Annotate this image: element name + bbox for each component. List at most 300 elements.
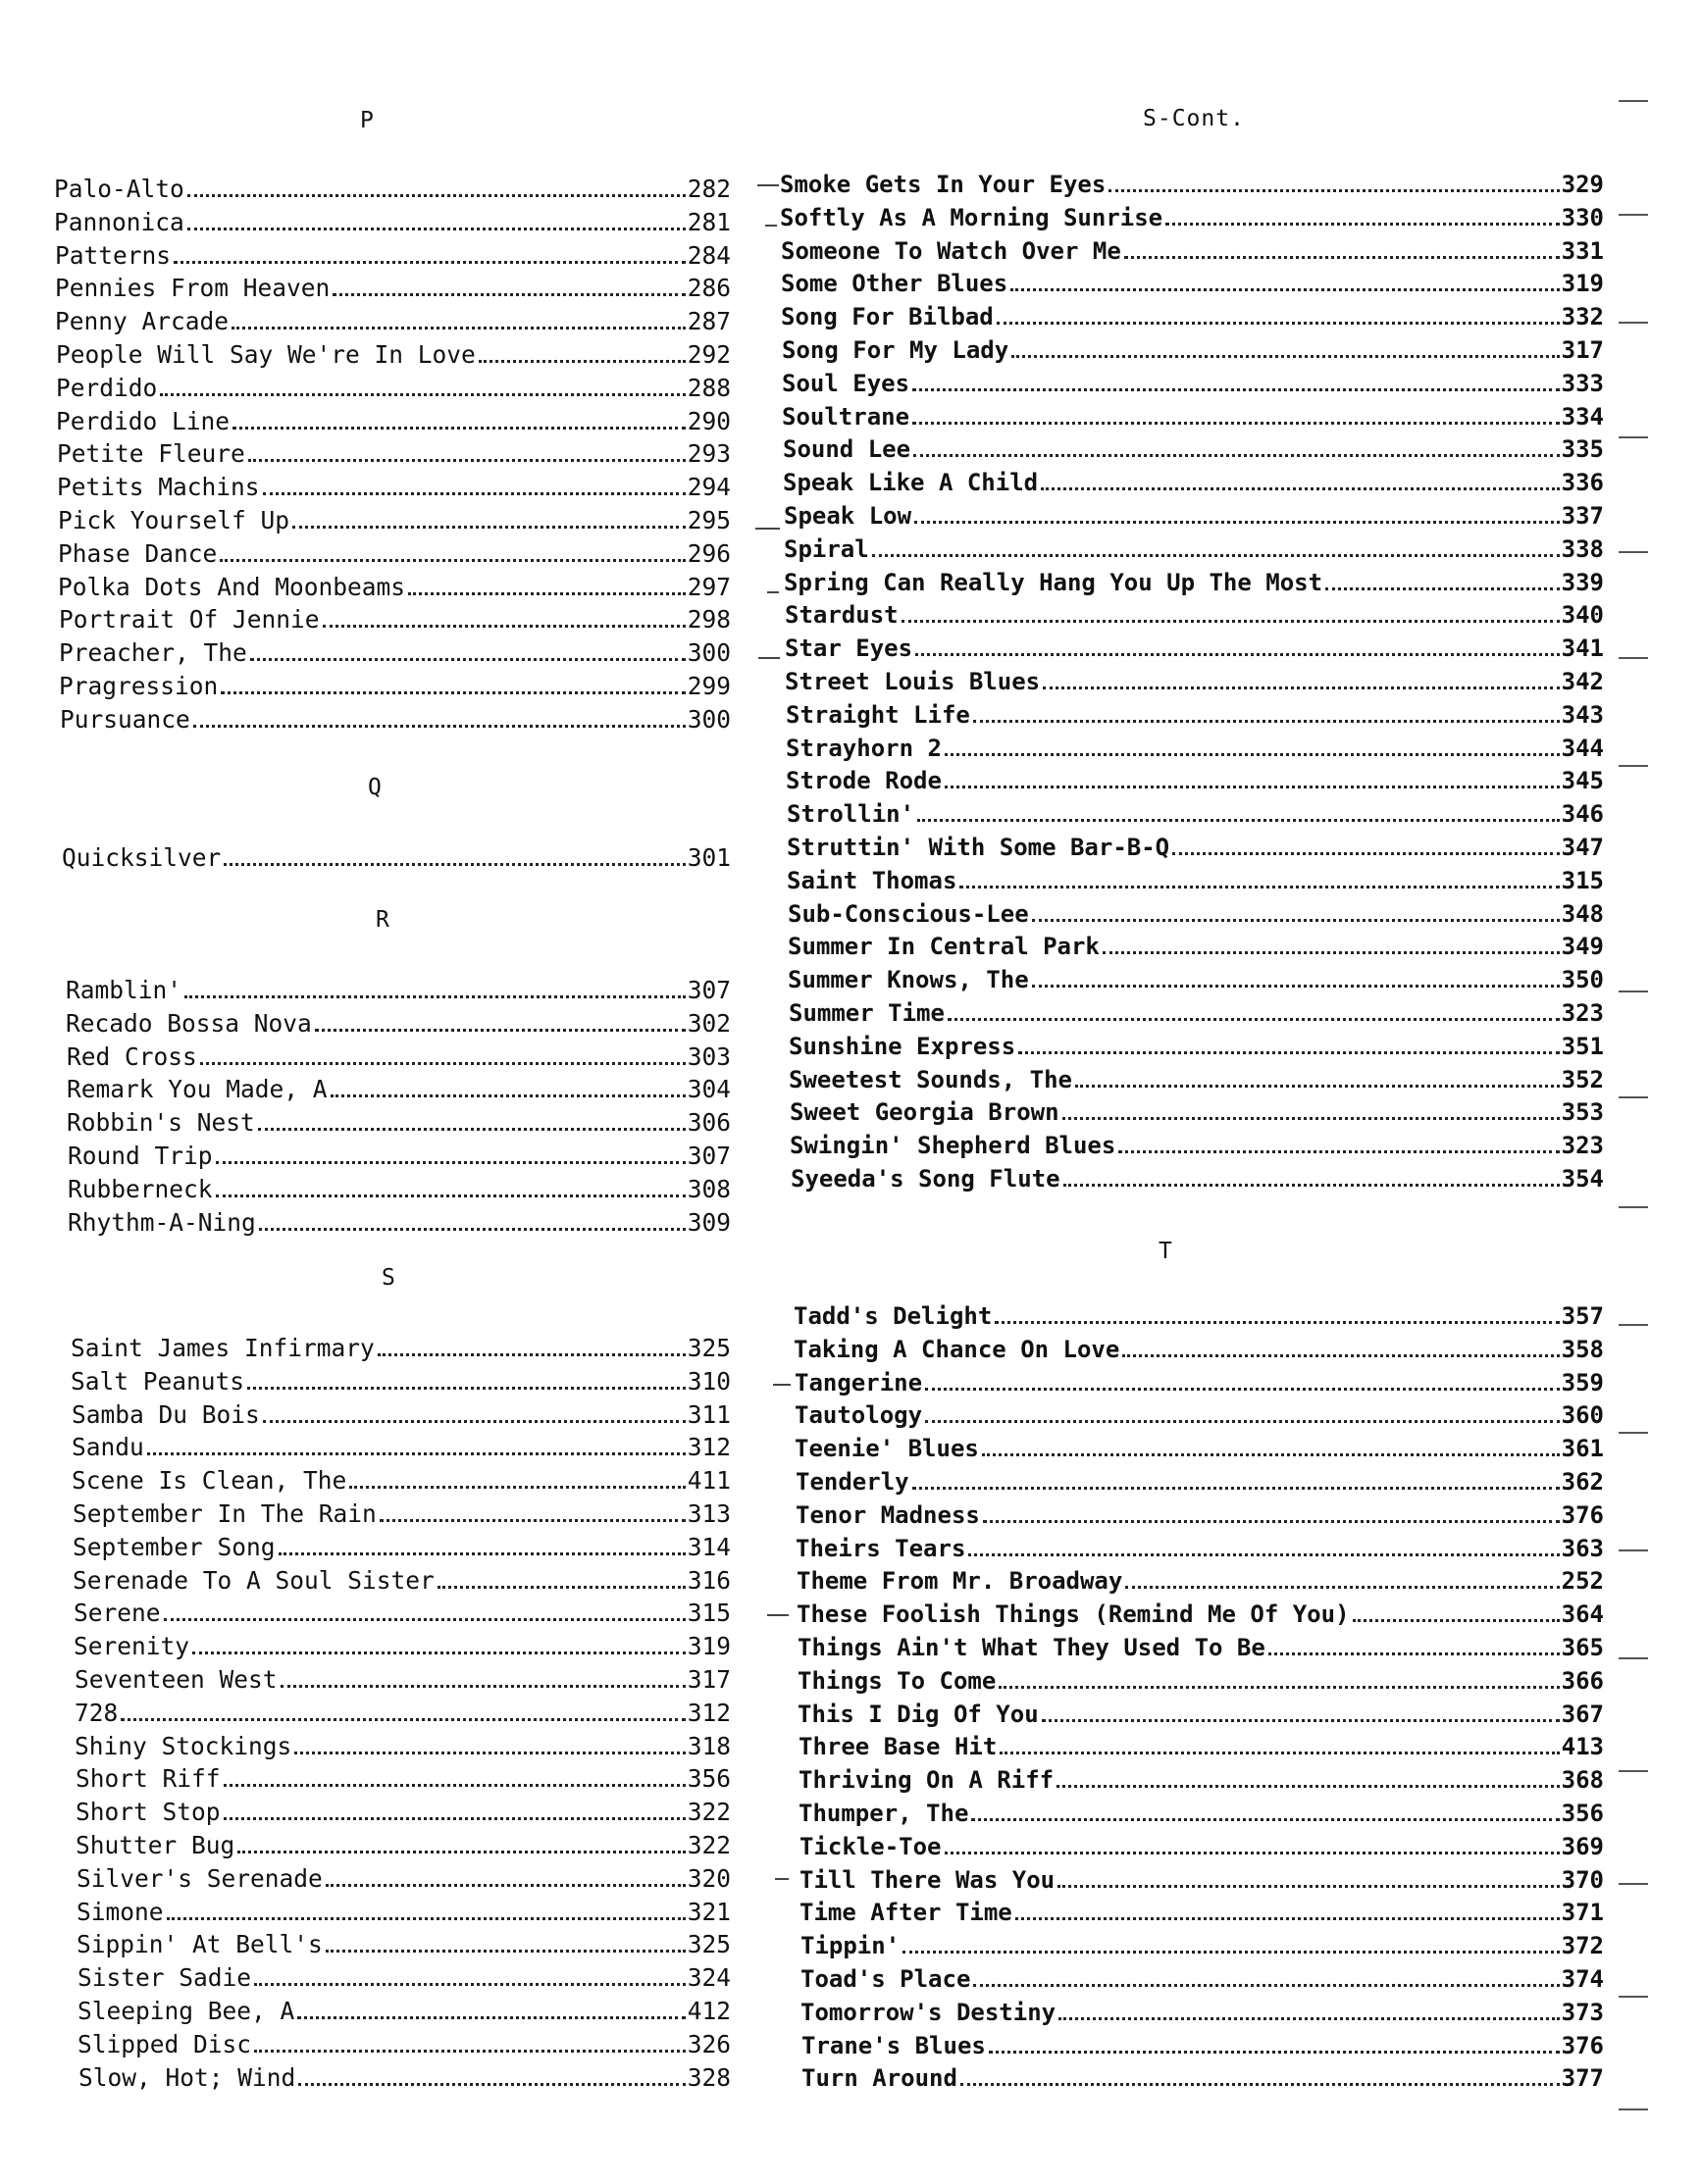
dot-leader — [1103, 951, 1560, 954]
entry-title: Palo-Alto — [54, 175, 184, 203]
entry-title: Quicksilver — [62, 843, 222, 872]
dot-leader — [224, 1784, 686, 1787]
index-entry — [798, 1666, 1604, 1696]
margin-tick-mark — [1619, 1770, 1648, 1772]
entry-page-number: 323 — [1561, 1132, 1604, 1159]
index-entry — [789, 1032, 1604, 1061]
entry-page-number: 297 — [687, 573, 731, 601]
entry-title: This I Dig Of You — [798, 1701, 1039, 1728]
dot-leader — [1122, 1354, 1559, 1357]
entry-title: Street Louis Blues — [785, 668, 1041, 695]
entry-page-number: 360 — [1561, 1401, 1604, 1429]
dot-leader — [263, 492, 686, 495]
entry-page-number: 281 — [687, 208, 731, 236]
dot-leader — [1057, 1785, 1560, 1788]
dot-leader — [349, 1486, 685, 1489]
entry-page-number: 371 — [1561, 1899, 1604, 1926]
margin-tick-mark — [1619, 1657, 1648, 1659]
pencil-mark — [775, 1878, 789, 1880]
entry-page-number: 339 — [1561, 569, 1604, 596]
entry-page-number: 315 — [687, 1599, 731, 1627]
dot-leader — [912, 1487, 1560, 1490]
dot-leader — [1041, 487, 1560, 490]
dot-leader — [1000, 1752, 1559, 1754]
index-entry — [794, 1301, 1604, 1331]
entry-page-number: 284 — [687, 241, 731, 270]
dot-leader — [999, 1686, 1559, 1689]
entry-page-number: 336 — [1561, 469, 1604, 496]
pencil-mark — [773, 1384, 791, 1386]
section-heading: R — [376, 907, 390, 933]
entry-title: Samba Du Bois — [72, 1400, 260, 1429]
entry-title: Struttin' With Some Bar-B-Q — [787, 834, 1170, 861]
index-entry — [76, 1798, 731, 1827]
entry-page-number: 347 — [1561, 834, 1604, 861]
entry-title: September In The Rain — [73, 1499, 377, 1528]
margin-tick-mark — [1619, 990, 1648, 992]
entry-page-number: 287 — [687, 307, 731, 335]
index-entry — [796, 1467, 1604, 1497]
index-entry — [75, 1699, 731, 1728]
pencil-mark — [767, 1614, 789, 1616]
dot-leader — [948, 1018, 1560, 1021]
index-entry — [784, 568, 1604, 597]
entry-title: Theme From Mr. Broadway — [797, 1567, 1123, 1595]
dot-leader — [1043, 686, 1560, 689]
dot-leader — [298, 2083, 685, 2086]
entry-page-number: 307 — [687, 1142, 731, 1170]
entry-title: Rhythm-A-Ning — [68, 1208, 256, 1237]
index-entry — [62, 843, 731, 873]
index-entry — [74, 1599, 731, 1628]
entry-page-number: 318 — [687, 1732, 731, 1760]
pencil-mark — [755, 528, 780, 530]
index-entry — [791, 1164, 1604, 1194]
dot-leader — [224, 1817, 686, 1820]
entry-page-number: 374 — [1561, 1965, 1604, 1993]
entry-page-number: 335 — [1561, 435, 1604, 463]
dot-leader — [216, 1161, 686, 1164]
entry-page-number: 370 — [1561, 1866, 1604, 1894]
index-entry — [795, 1400, 1604, 1430]
margin-tick-mark — [1619, 657, 1648, 659]
dot-leader — [254, 1983, 686, 1986]
entry-title: Patterns — [55, 241, 172, 270]
entry-title: Strayhorn 2 — [786, 735, 942, 762]
index-entry — [787, 833, 1604, 862]
index-entry — [797, 1600, 1604, 1629]
entry-page-number: 334 — [1561, 403, 1604, 431]
entry-title: Thriving On A Riff — [799, 1766, 1055, 1794]
index-entry — [59, 638, 731, 668]
entry-title: Sweetest Sounds, The — [789, 1066, 1072, 1093]
entry-page-number: 302 — [687, 1009, 731, 1038]
margin-tick-mark — [1619, 765, 1648, 767]
entry-title: Things To Come — [798, 1667, 997, 1695]
entry-page-number: 358 — [1561, 1336, 1604, 1363]
entry-title: Rubberneck — [68, 1175, 213, 1203]
entry-page-number: 356 — [687, 1764, 731, 1793]
index-entry — [77, 1930, 731, 1959]
dot-leader — [902, 620, 1560, 623]
dot-leader — [983, 1520, 1560, 1523]
dot-leader — [917, 819, 1560, 822]
entry-title: Pennies From Heaven — [55, 274, 331, 302]
index-entry — [800, 1998, 1604, 2027]
entry-title: Sandu — [72, 1433, 144, 1461]
entry-page-number: 310 — [687, 1367, 731, 1396]
entry-title: Pick Yourself Up — [58, 506, 290, 534]
entry-title: Seventeen West — [75, 1665, 278, 1694]
entry-title: Tenor Madness — [796, 1501, 980, 1529]
dot-leader — [121, 1718, 685, 1721]
index-entry — [783, 468, 1604, 497]
entry-page-number: 333 — [1561, 370, 1604, 397]
index-entry — [790, 1097, 1604, 1127]
index-entry — [58, 506, 731, 535]
entry-title: Strode Rode — [786, 767, 942, 794]
entry-page-number: 331 — [1561, 237, 1604, 265]
index-entry — [786, 700, 1604, 730]
index-entry — [781, 269, 1604, 298]
dot-leader — [1325, 587, 1560, 590]
margin-tick-mark — [1619, 1206, 1648, 1208]
entry-title: Slipped Disc — [77, 2030, 252, 2058]
entry-title: Soul Eyes — [782, 370, 910, 397]
index-entry — [67, 1075, 731, 1104]
entry-title: Serenity — [74, 1632, 190, 1660]
index-entry — [800, 1931, 1604, 1960]
entry-title: Three Base Hit — [799, 1733, 998, 1760]
entry-page-number: 343 — [1561, 701, 1604, 729]
entry-page-number: 300 — [687, 705, 731, 734]
dot-leader — [193, 725, 686, 728]
entry-page-number: 348 — [1561, 900, 1604, 928]
index-entry — [782, 335, 1604, 365]
margin-tick-mark — [1619, 1324, 1648, 1326]
entry-page-number: 344 — [1561, 735, 1604, 762]
index-entry — [799, 1765, 1604, 1795]
dot-leader — [1018, 1051, 1559, 1054]
entry-page-number: 330 — [1561, 204, 1604, 231]
dot-leader — [872, 554, 1560, 557]
index-entry — [788, 932, 1604, 961]
entry-title: Time After Time — [799, 1899, 1012, 1926]
index-entry — [782, 369, 1604, 398]
dot-leader — [1032, 919, 1560, 922]
entry-title: Tangerine — [795, 1369, 923, 1397]
dot-leader — [232, 427, 686, 430]
entry-title: Remark You Made, A — [67, 1075, 328, 1103]
index-entry — [71, 1367, 731, 1397]
entry-page-number: 288 — [687, 374, 731, 402]
entry-page-number: 373 — [1561, 1999, 1604, 2026]
index-entry — [799, 1865, 1604, 1895]
index-entry — [781, 302, 1604, 331]
index-entry — [799, 1898, 1604, 1927]
index-entry — [54, 175, 731, 204]
entry-title: Song For My Lady — [782, 336, 1009, 364]
dot-leader — [915, 653, 1560, 656]
dot-leader — [960, 2083, 1560, 2086]
entry-title: Petits Machins — [57, 473, 260, 501]
dot-leader — [1015, 1917, 1560, 1920]
index-entry — [787, 866, 1604, 895]
index-entry — [72, 1466, 731, 1496]
entry-title: Saint James Infirmary — [71, 1334, 375, 1362]
entry-title: Sleeping Bee, A — [77, 1997, 295, 2025]
margin-tick-mark — [1619, 1549, 1648, 1551]
index-entry — [796, 1534, 1604, 1563]
entry-title: Soultrane — [782, 403, 910, 431]
entry-page-number: 325 — [687, 1334, 731, 1362]
entry-page-number: 377 — [1561, 2064, 1604, 2092]
entry-title: Trane's Blues — [801, 2032, 986, 2059]
dot-leader — [147, 1452, 686, 1455]
entry-title: Theirs Tears — [796, 1535, 966, 1562]
entry-title: Silver's Serenade — [77, 1864, 323, 1893]
dot-leader — [1108, 189, 1559, 192]
index-entry — [59, 672, 731, 701]
index-entry — [780, 170, 1604, 199]
dot-leader — [247, 1387, 686, 1390]
margin-tick-mark — [1619, 551, 1648, 553]
dot-leader — [1075, 1085, 1560, 1088]
entry-title: Speak Like A Child — [783, 469, 1039, 496]
entry-page-number: 312 — [687, 1433, 731, 1461]
index-entry — [787, 799, 1604, 829]
dot-leader — [913, 454, 1560, 457]
dot-leader — [1063, 1184, 1560, 1187]
entry-page-number: 356 — [1561, 1800, 1604, 1827]
entry-title: Petite Fleure — [57, 439, 245, 468]
entry-page-number: 323 — [1561, 999, 1604, 1027]
entry-page-number: 313 — [687, 1499, 731, 1528]
index-entry — [782, 402, 1604, 432]
entry-page-number: 346 — [1561, 800, 1604, 828]
index-entry — [73, 1499, 731, 1529]
index-entry — [789, 998, 1604, 1028]
index-entry — [786, 734, 1604, 763]
entry-title: Tickle-Toe — [799, 1833, 942, 1860]
index-entry — [799, 1799, 1604, 1828]
entry-page-number: 308 — [687, 1175, 731, 1203]
dot-leader — [224, 863, 685, 866]
dot-leader — [281, 1685, 686, 1688]
dot-leader — [167, 1917, 686, 1920]
entry-title: Spiral — [784, 535, 869, 563]
margin-tick-mark — [1619, 436, 1648, 438]
entry-title: Smoke Gets In Your Eyes — [780, 171, 1107, 198]
margin-tick-mark — [1619, 1996, 1648, 1998]
entry-page-number: 354 — [1561, 1165, 1604, 1193]
index-entry — [800, 1964, 1604, 1994]
entry-title: Penny Arcade — [55, 307, 230, 335]
entry-title: Simone — [77, 1898, 164, 1926]
entry-page-number: 361 — [1561, 1435, 1604, 1462]
dot-leader — [184, 995, 686, 998]
entry-page-number: 312 — [687, 1699, 731, 1727]
dot-leader — [187, 228, 686, 230]
entry-title: Pursuance — [60, 705, 190, 734]
entry-page-number: 315 — [1561, 867, 1604, 894]
entry-title: Serene — [74, 1599, 161, 1627]
dot-leader — [945, 1852, 1560, 1854]
dot-leader — [1062, 1117, 1560, 1120]
entry-page-number: 351 — [1561, 1033, 1604, 1060]
dot-leader — [292, 526, 686, 529]
entry-page-number: 413 — [1561, 1733, 1604, 1760]
dot-leader — [221, 691, 685, 694]
index-entry — [77, 1864, 731, 1894]
dot-leader — [258, 1128, 686, 1131]
dot-leader — [1353, 1619, 1560, 1622]
index-entry — [801, 2063, 1604, 2093]
section-heading: S — [382, 1265, 396, 1291]
entry-title: Preacher, The — [59, 638, 247, 667]
dot-leader — [200, 1062, 686, 1065]
dot-leader — [331, 1094, 686, 1097]
margin-tick-mark — [1619, 1096, 1648, 1098]
dot-leader — [959, 886, 1559, 889]
entry-page-number: 319 — [687, 1632, 731, 1660]
index-entry — [795, 1368, 1604, 1397]
entry-page-number: 364 — [1561, 1600, 1604, 1628]
entry-page-number: 325 — [687, 1930, 731, 1958]
index-entry — [784, 534, 1604, 564]
dot-leader — [263, 1420, 686, 1423]
dot-leader — [1165, 223, 1560, 226]
index-entry — [54, 208, 731, 237]
entry-page-number: 411 — [687, 1466, 731, 1495]
index-entry — [56, 340, 731, 370]
entry-page-number: 367 — [1561, 1701, 1604, 1728]
entry-page-number: 362 — [1561, 1468, 1604, 1496]
index-entry — [55, 274, 731, 303]
entry-page-number: 412 — [687, 1997, 731, 2025]
index-entry — [67, 1042, 731, 1072]
dot-leader — [1125, 1586, 1559, 1589]
entry-title: Tippin' — [800, 1932, 901, 1959]
dot-leader — [995, 1321, 1559, 1324]
dot-leader — [479, 360, 686, 363]
dot-leader — [914, 521, 1560, 524]
entry-page-number: 350 — [1561, 966, 1604, 993]
entry-title: Syeeda's Song Flute — [791, 1165, 1060, 1193]
entry-page-number: 353 — [1561, 1098, 1604, 1126]
entry-page-number: 316 — [687, 1566, 731, 1595]
index-entry — [60, 705, 731, 735]
index-entry — [788, 965, 1604, 994]
entry-page-number: 332 — [1561, 303, 1604, 330]
index-entry — [73, 1533, 731, 1562]
entry-title: Softly As A Morning Sunrise — [780, 204, 1163, 231]
entry-page-number: 309 — [687, 1208, 731, 1237]
dot-leader — [438, 1586, 686, 1589]
entry-page-number: 376 — [1561, 1501, 1604, 1529]
entry-page-number: 322 — [687, 1831, 731, 1859]
entry-title: Tenderly — [796, 1468, 909, 1496]
dot-leader — [997, 322, 1560, 325]
index-entry — [56, 407, 731, 436]
entry-page-number: 326 — [687, 2030, 731, 2058]
entry-page-number: 342 — [1561, 668, 1604, 695]
entry-title: 728 — [75, 1699, 119, 1727]
entry-page-number: 303 — [687, 1042, 731, 1071]
index-entry — [57, 439, 731, 469]
entry-title: Shutter Bug — [76, 1831, 235, 1859]
entry-title: Slow, Hot; Wind — [78, 2063, 296, 2092]
entry-page-number: 294 — [687, 473, 731, 501]
dot-leader — [333, 293, 685, 296]
dot-leader — [1172, 852, 1560, 855]
dot-leader — [380, 1519, 686, 1522]
index-entry — [781, 236, 1604, 266]
entry-title: Star Eyes — [785, 635, 913, 662]
entry-page-number: 301 — [687, 843, 731, 872]
entry-title: Summer Knows, The — [788, 966, 1029, 993]
entry-title: Sippin' At Bell's — [77, 1930, 323, 1958]
dot-leader — [192, 1651, 686, 1654]
index-entry — [796, 1500, 1604, 1530]
index-entry — [795, 1434, 1604, 1463]
dot-leader — [1268, 1652, 1560, 1655]
entry-title: Scene Is Clean, The — [72, 1466, 347, 1495]
dot-leader — [164, 1618, 686, 1621]
dot-leader — [973, 1984, 1559, 1987]
dot-leader — [315, 1029, 686, 1032]
entry-page-number: 317 — [1561, 336, 1604, 364]
entry-page-number: 252 — [1561, 1567, 1604, 1595]
index-entry — [798, 1700, 1604, 1729]
entry-title: Stardust — [785, 601, 899, 629]
entry-page-number: 365 — [1561, 1634, 1604, 1661]
entry-page-number: 298 — [687, 605, 731, 634]
entry-title: Sub-Conscious-Lee — [788, 900, 1029, 928]
index-entry — [785, 667, 1604, 696]
index-entry — [58, 573, 731, 602]
index-entry — [68, 1142, 731, 1171]
pencil-mark — [767, 591, 779, 593]
index-entry — [785, 634, 1604, 663]
index-entry — [75, 1732, 731, 1761]
index-entry — [788, 899, 1604, 929]
entry-page-number: 368 — [1561, 1766, 1604, 1794]
entry-title: September Song — [73, 1533, 276, 1561]
index-entry — [68, 1208, 731, 1238]
entry-page-number: 307 — [687, 976, 731, 1004]
index-entry — [77, 2030, 731, 2059]
dot-leader — [326, 1884, 686, 1887]
margin-tick-mark — [1619, 2108, 1648, 2110]
index-entry — [780, 203, 1604, 232]
index-entry — [797, 1566, 1604, 1596]
pencil-mark — [765, 225, 777, 227]
entry-title: Perdido Line — [56, 407, 231, 435]
dot-leader — [1032, 985, 1560, 988]
dot-leader — [1118, 1150, 1559, 1153]
section-heading: S-Cont. — [1143, 106, 1245, 131]
entry-title: Round Trip — [68, 1142, 213, 1170]
entry-title: Swingin' Shepherd Blues — [790, 1132, 1116, 1159]
index-entry — [794, 1335, 1604, 1364]
dot-leader — [982, 1453, 1560, 1456]
entry-page-number: 357 — [1561, 1302, 1604, 1330]
entry-title: Sweet Georgia Brown — [790, 1098, 1059, 1126]
entry-title: Speak Low — [784, 502, 912, 530]
dot-leader — [174, 261, 686, 264]
dot-leader — [294, 1752, 685, 1754]
